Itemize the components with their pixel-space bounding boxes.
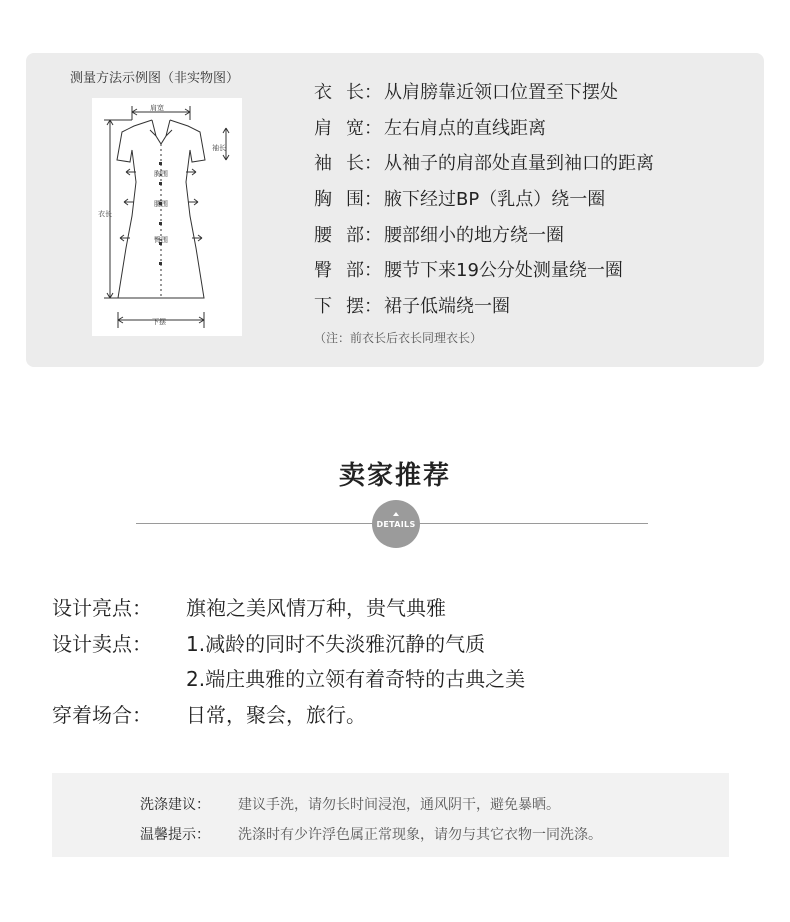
spec-term: 袖 长 [314,153,364,175]
measurement-panel [26,53,764,367]
wash-label: 洗涤建议： [140,797,210,813]
diagram-label-chest: 胸围 [154,170,168,178]
section-title: 卖家推荐 [338,461,451,491]
recommend-text: 1.减龄的同时不失淡雅沉静的气质 [186,631,486,656]
dress-button [159,262,162,265]
care-panel [52,773,729,857]
dress-button [159,222,162,225]
recommend-row [52,660,525,696]
diagram-caption: 测量方法示例图（非实物图） [70,71,240,86]
dress-button [159,182,162,185]
spec-desc: 从袖子的肩部处直量到袖口的距离 [384,153,654,175]
spec-desc: 腰部细小的地方绕一圈 [384,224,564,246]
spec-desc: 从肩膀靠近领口位置至下摆处 [384,81,618,103]
diagram-label-hip: 臀围 [154,236,168,244]
spec-term: 腰 部 [314,224,364,246]
recommend-row [52,625,525,661]
spec-row: 臀 部 ： 腰节下来19公分处测量绕一圈 [314,251,654,287]
diagram-label-sleeve: 袖长 [212,144,226,152]
dress-button [159,162,162,165]
measurement-note: （注：前衣长后衣长同理衣长） [314,331,483,345]
spec-row: 下 摆 ： 裙子低端绕一圈 [314,287,654,323]
recommend-list [52,589,525,731]
spec-desc: 腋下经过BP（乳点）绕一圈 [384,188,606,210]
spec-row: 肩 宽 ： 左右肩点的直线距离 [314,109,654,145]
recommend-label: 穿着场合： [52,702,152,727]
recommend-text: 日常，聚会，旅行。 [186,702,366,727]
recommend-row [52,696,525,732]
spec-desc: 裙子低端绕一圈 [384,295,510,317]
wash-text: 建议手洗，请勿长时间浸泡，通风阴干，避免暴晒。 [238,797,560,813]
recommend-text: 旗袍之美风情万种，贵气典雅 [186,596,446,621]
spec-row: 胸 围 ： 腋下经过BP（乳点）绕一圈 [314,180,654,216]
triangle-up-icon [393,512,399,516]
dress-diagram [92,98,242,336]
diagram-label-shoulder: 肩宽 [150,104,164,112]
spec-term: 衣 长 [314,81,364,103]
spec-desc: 腰节下来19公分处测量绕一圈 [384,260,623,282]
spec-row: 衣 长 ： 从肩膀靠近领口位置至下摆处 [314,73,654,109]
recommend-text: 2.端庄典雅的立领有着奇特的古典之美 [186,667,526,692]
wash-advice [140,794,560,814]
details-badge-label: DETAILS [376,519,416,529]
tip-label: 温馨提示： [140,827,210,843]
diagram-label-length: 衣长 [98,210,112,218]
care-tip [140,824,602,844]
diagram-label-waist: 腰围 [154,200,168,208]
recommend-label: 设计亮点： [52,596,152,621]
recommend-label: 设计卖点： [52,631,152,656]
dress-collar [150,120,172,144]
diagram-label-hem: 下摆 [152,318,166,326]
spec-term: 胸 围 [314,188,364,210]
spec-term: 臀 部 [314,260,364,282]
details-badge [372,500,420,548]
spec-row: 袖 长 ： 从袖子的肩部处直量到袖口的距离 [314,144,654,180]
recommend-row [52,589,525,625]
spec-desc: 左右肩点的直线距离 [384,117,546,139]
spec-term: 下 摆 [314,295,364,317]
spec-row: 腰 部 ： 腰部细小的地方绕一圈 [314,216,654,252]
tip-text: 洗涤时有少许浮色属正常现象，请勿与其它衣物一同洗涤。 [238,827,602,843]
spec-term: 肩 宽 [314,117,364,139]
measurement-spec-list [314,73,654,323]
measurement-diagram [92,98,242,336]
